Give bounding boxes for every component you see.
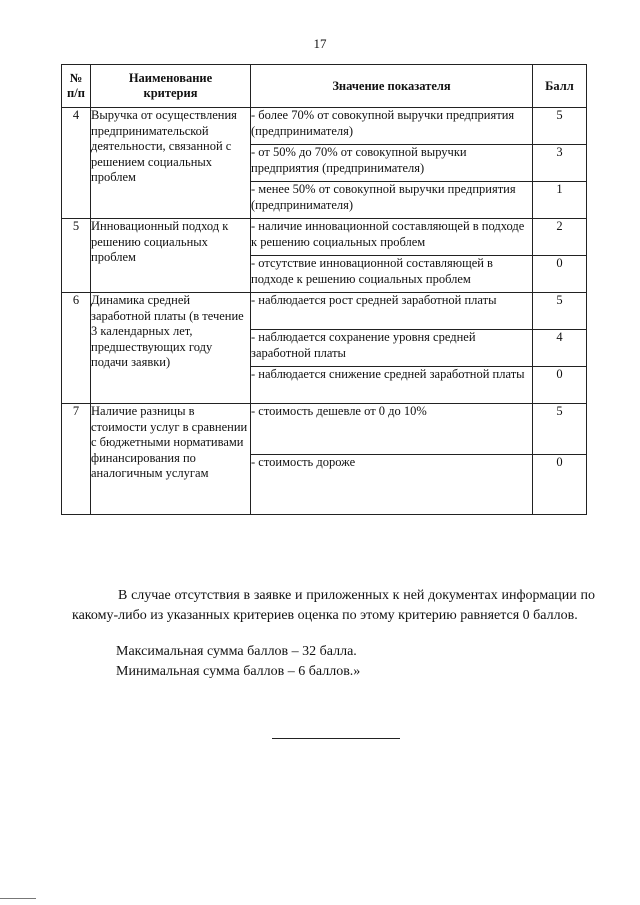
score-cell: 2 (533, 219, 587, 256)
indicator-value: - наблюдается рост средней заработной платы (251, 293, 533, 330)
criterion-number: 7 (62, 404, 91, 515)
closing-rule-line (272, 738, 400, 739)
table-header-row (62, 65, 587, 108)
score-cell: 0 (533, 455, 587, 515)
indicator-value: - от 50% до 70% от совокупной выручки предприятия (предпринимателя) (251, 145, 533, 182)
criterion-name: Наличие разницы в стоимости услуг в сравнении с бюджетными нормативами финансирования по аналогичным услугам (91, 404, 251, 515)
score-cell: 5 (533, 404, 587, 455)
indicator-value: - стоимость дороже (251, 455, 533, 515)
criterion-number: 4 (62, 108, 91, 219)
table-row (62, 219, 587, 256)
score-cell: 5 (533, 293, 587, 330)
score-cell: 3 (533, 145, 587, 182)
edge-mark-line (0, 898, 36, 899)
score-cell: 5 (533, 108, 587, 145)
header-value: Значение показателя (251, 65, 533, 108)
table-row (62, 293, 587, 330)
indicator-value: - наличие инновационной составляющей в подходе к решению социальных проблем (251, 219, 533, 256)
criterion-name: Выручка от осуществления предпринимательской деятельности, связанной с решением социальных проблем (91, 108, 251, 219)
notes-block (72, 586, 595, 682)
notes-paragraph: В случае отсутствия в заявке и приложенных к ней документах информации по какому-либо из указанных критериев оценка по этому критерию равняется 0 баллов. (72, 588, 595, 623)
table-row (62, 404, 587, 455)
indicator-value: - более 70% от совокупной выручки предприятия (предпринимателя) (251, 108, 533, 145)
table-row (62, 108, 587, 145)
score-cell: 0 (533, 256, 587, 293)
header-num: № п/п (62, 65, 91, 108)
criterion-name: Динамика средней заработной платы (в течение 3 календарных лет, предшествующих году подачи заявки) (91, 293, 251, 404)
max-sum-line: Максимальная сумма баллов – 32 балла. (116, 644, 357, 659)
indicator-value: - наблюдается снижение средней заработной платы (251, 367, 533, 404)
criterion-number: 6 (62, 293, 91, 404)
score-cell: 1 (533, 182, 587, 219)
score-cell: 0 (533, 367, 587, 404)
indicator-value: - отсутствие инновационной составляющей в подходе к решению социальных проблем (251, 256, 533, 293)
criterion-number: 5 (62, 219, 91, 293)
criterion-name: Инновационный подход к решению социальных проблем (91, 219, 251, 293)
header-score: Балл (533, 65, 587, 108)
min-sum-line: Минимальная сумма баллов – 6 баллов.» (116, 664, 361, 679)
header-name: Наименование критерия (91, 65, 251, 108)
score-cell: 4 (533, 330, 587, 367)
indicator-value: - наблюдается сохранение уровня средней заработной платы (251, 330, 533, 367)
page-number: 17 (313, 36, 327, 51)
criteria-table (61, 64, 587, 515)
indicator-value: - стоимость дешевле от 0 до 10% (251, 404, 533, 455)
indicator-value: - менее 50% от совокупной выручки предприятия (предпринимателя) (251, 182, 533, 219)
